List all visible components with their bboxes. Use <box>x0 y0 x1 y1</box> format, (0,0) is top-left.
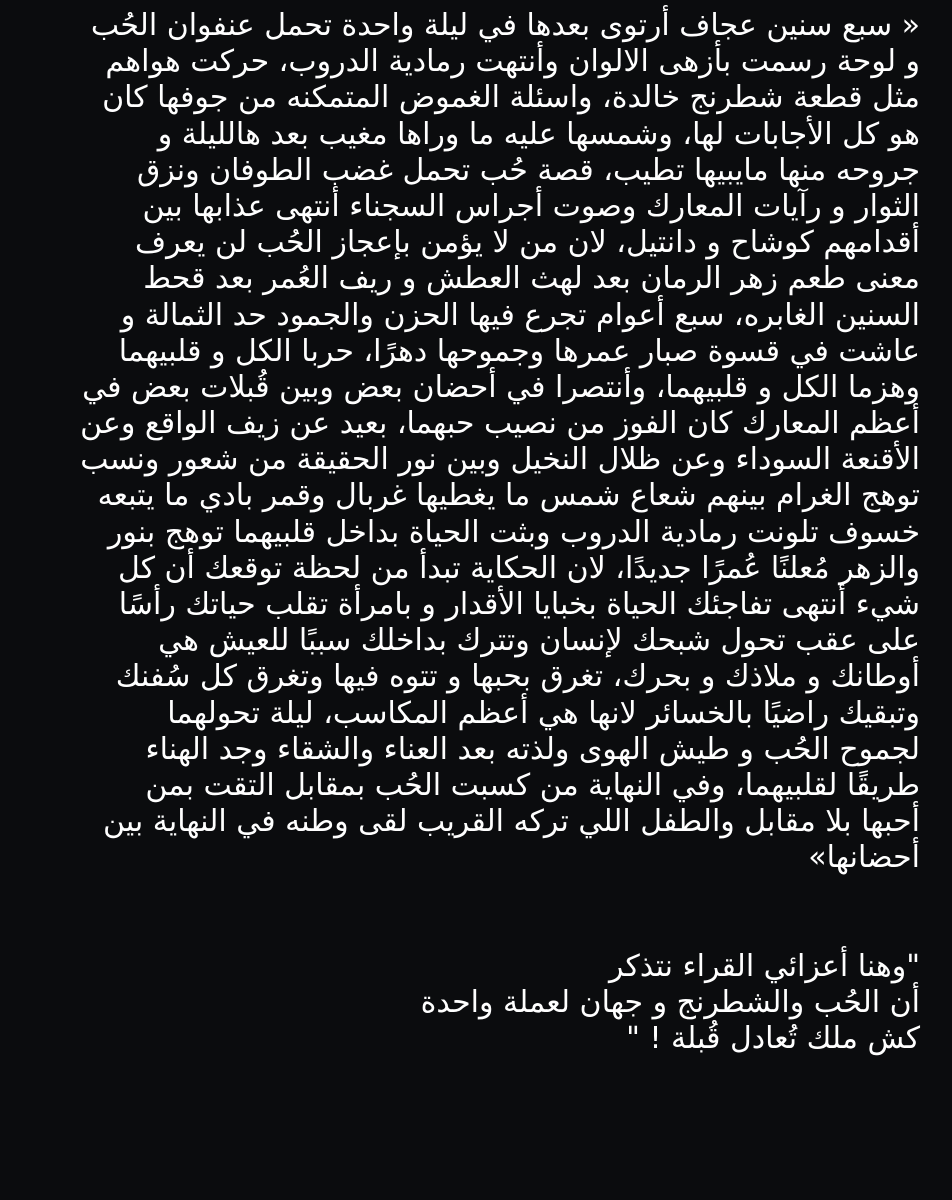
paragraph-line-22: طريقًا لقلبيهما، وفي النهاية من كسبت الحُب بمقابل التقت بمن <box>145 767 920 803</box>
paragraph-line-6: الثوار و رآيات المعارك وصوت أجراس السجناء أنتهى عذابها بين <box>142 188 920 224</box>
paragraph-line-21: لجموح الحُب و طيش الهوى ولذته بعد العناء والشقاء وجد الهناء <box>145 731 920 767</box>
paragraph-line-19: أوطانك و ملاذك و بحرك، تغرق بحبها و تتوه فيها وتغرق كل سُفنك <box>115 659 920 695</box>
paragraph-line-3: مثل قطعة شطرنج خالدة، واسئلة الغموض المتمكنه من جوفها كان <box>102 80 920 116</box>
closing-quote-line-2: أن الحُب والشطرنج و جهان لعملة واحدة <box>420 984 920 1020</box>
paragraph-line-17: شيء أنتهى تفاجئك الحياة بخبايا الأقدار و بامرأة تقلب حياتك رأسًا <box>118 587 920 622</box>
paragraph-line-9: السنين الغابره، سبع أعوام تجرع فيها الحزن والجمود حد الثمالة و <box>120 297 920 333</box>
story-paragraph <box>28 8 920 877</box>
paragraph-line-7: أقدامهم كوشاح و دانتيل، لان من لا يؤمن بإعجاز الحُب لن يعرف <box>134 225 920 261</box>
paragraph-line-13: الأقنعة السوداء وعن ظلال النخيل وبين نور الحقيقة من شعور ونسب <box>80 442 920 478</box>
paragraph-line-12: أعظم المعارك كان الفوز من نصيب حبهما، بعيد عن زيف الواقع وعن <box>80 406 920 442</box>
blank-spacer <box>28 877 920 949</box>
closing-quote-line-3: كش ملك تُعادل قُبلة ! " <box>626 1020 920 1056</box>
closing-quote <box>28 949 920 1058</box>
paragraph-line-4: هو كل الأجابات لها، وشمسها عليه ما وراها مغيب بعد هالليلة و <box>157 116 920 152</box>
paragraph-line-5: جروحه منها مايبيها تطيب، قصة حُب تحمل غضب الطوفان ونزق <box>136 152 920 188</box>
paragraph-line-2: و لوحة رسمت بأزهى الالوان وأنتهت رمادية الدروب، حركت هواهم <box>105 44 920 80</box>
paragraph-line-10: عاشت في قسوة صبار عمرها وجموحها دهرًا، حربا الكل و قلبيهما <box>118 333 920 369</box>
paragraph-line-11: وهزما الكل و قلبيهما، وأنتصرا في أحضان بعض وبين قُبلات بعض في <box>82 369 920 405</box>
paragraph-line-15: خسوف تلونت رمادية الدروب وبثت الحياة بداخل قلبيهما توهج بنور <box>107 514 920 550</box>
paragraph-line-23: أحبها بلا مقابل والطفل اللي تركه القريب لقى وطنه في النهاية بين <box>102 804 920 840</box>
paragraph-line-14: توهج الغرام بينهم شعاع شمس ما يغطيها غربال وقمر بادي ما يتبعه <box>97 478 920 514</box>
closing-quote-line-1: "وهنا أعزائي القراء نتذكر <box>608 948 920 984</box>
paragraph-line-24: أحضانها» <box>808 840 920 876</box>
paragraph-line-18: على عقب تحول شبحك لإنسان وتترك بداخلك سببًا للعيش هي <box>158 623 920 659</box>
paragraph-line-8: معنى طعم زهر الرمان بعد لهث العطش و ريف العُمر بعد قحط <box>143 261 920 297</box>
paragraph-line-16: والزهر مُعلنًا عُمرًا جديدًا، لان الحكاية تبدأ من لحظة توقعك أن كل <box>117 550 920 586</box>
paragraph-line-20: وتبقيك راضيًا بالخسائر لانها هي أعظم المكاسب، ليلة تحولهما <box>167 695 920 731</box>
paragraph-line-1: « سبع سنين عجاف أرتوى بعدها في ليلة واحدة تحمل عنفوان الحُب <box>90 8 920 43</box>
